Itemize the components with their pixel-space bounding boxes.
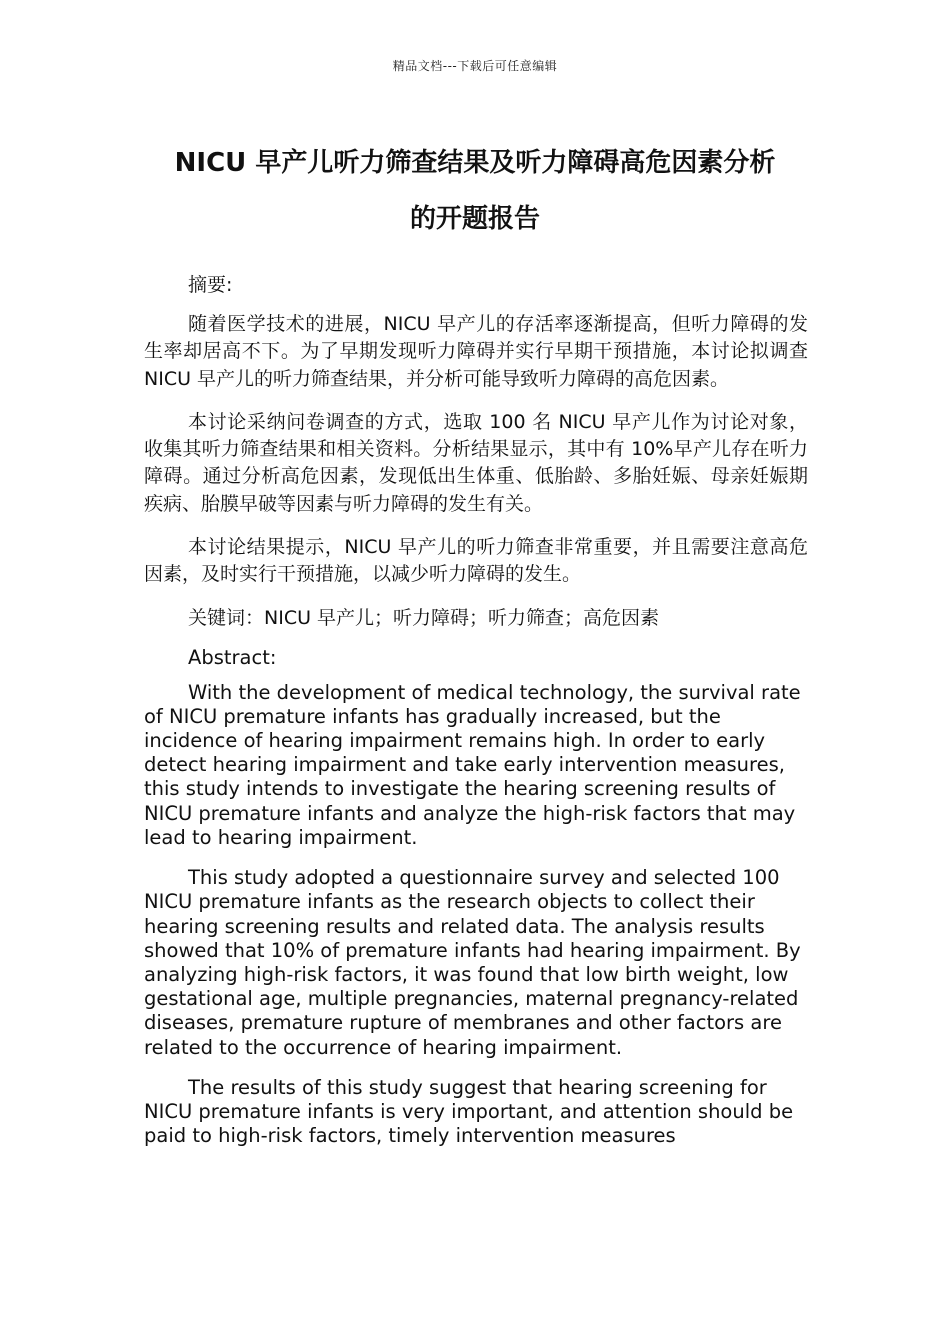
header-note: 精品文档---下载后可任意编辑 (392, 59, 558, 73)
document-title (130, 135, 820, 247)
abstract-paragraph-en-1: With the development of medical technology, the survival rate of NICU premature infants has gradually increased, but the incidence of hearing impairment remains high. In order to early detect hearing impairment and take early intervention measures, this study intends to investigate the hearing screening results of NICU premature infants and analyze the high-risk factors that may lead to hearing impairment. (144, 680, 801, 849)
abstract-label-cn: 摘要: (188, 274, 233, 296)
abstract-paragraph-cn-1: 随着医学技术的进展，NICU 早产儿的存活率逐渐提高，但听力障碍的发生率却居高不下。为了早期发现听力障碍并实行早期干预措施，本讨论拟调查 NICU 早产儿的听力筛查结果，并分析可能导致听力障碍的高危因素。 (144, 313, 808, 390)
abstract-paragraph-cn-3: 本讨论结果提示，NICU 早产儿的听力筛查非常重要，并且需要注意高危因素，及时实行干预措施，以减少听力障碍的发生。 (144, 536, 808, 586)
document-title-line-2: 的开题报告 (409, 204, 540, 234)
abstract-paragraph-en-2: This study adopted a questionnaire survey and selected 100 NICU premature infants as the research objects to collect their hearing screening results and related data. The analysis results showed that 10% of premature infants had hearing impairment. By analyzing high-risk factors, it was found that low birth weight, low gestational age, multiple pregnancies, maternal pregnancy-related diseases, premature rupture of membranes and other factors are related to the occurrence of hearing impairment. (144, 866, 801, 1059)
abstract-label-en: Abstract: (188, 645, 277, 669)
document-title-line-1: NICU 早产儿听力筛查结果及听力障碍高危因素分析 (174, 148, 776, 178)
keywords-cn: 关键词：NICU 早产儿；听力障碍；听力筛查；高危因素 (188, 606, 660, 629)
abstract-paragraph-en-3: The results of this study suggest that hearing screening for NICU premature infants is very important, and attention should be paid to high-risk factors, timely intervention measures (144, 1075, 794, 1148)
document-body (144, 272, 808, 1164)
abstract-paragraph-cn-2: 本讨论采纳问卷调查的方式，选取 100 名 NICU 早产儿作为讨论对象，收集其听力筛查结果和相关资料。分析结果显示，其中有 10%早产儿存在听力障碍。通过分析高危因素，发现低出生体重、低胎龄、多胎妊娠、母亲妊娠期疾病、胎膜早破等因素与听力障碍的发生有关。 (144, 410, 808, 515)
